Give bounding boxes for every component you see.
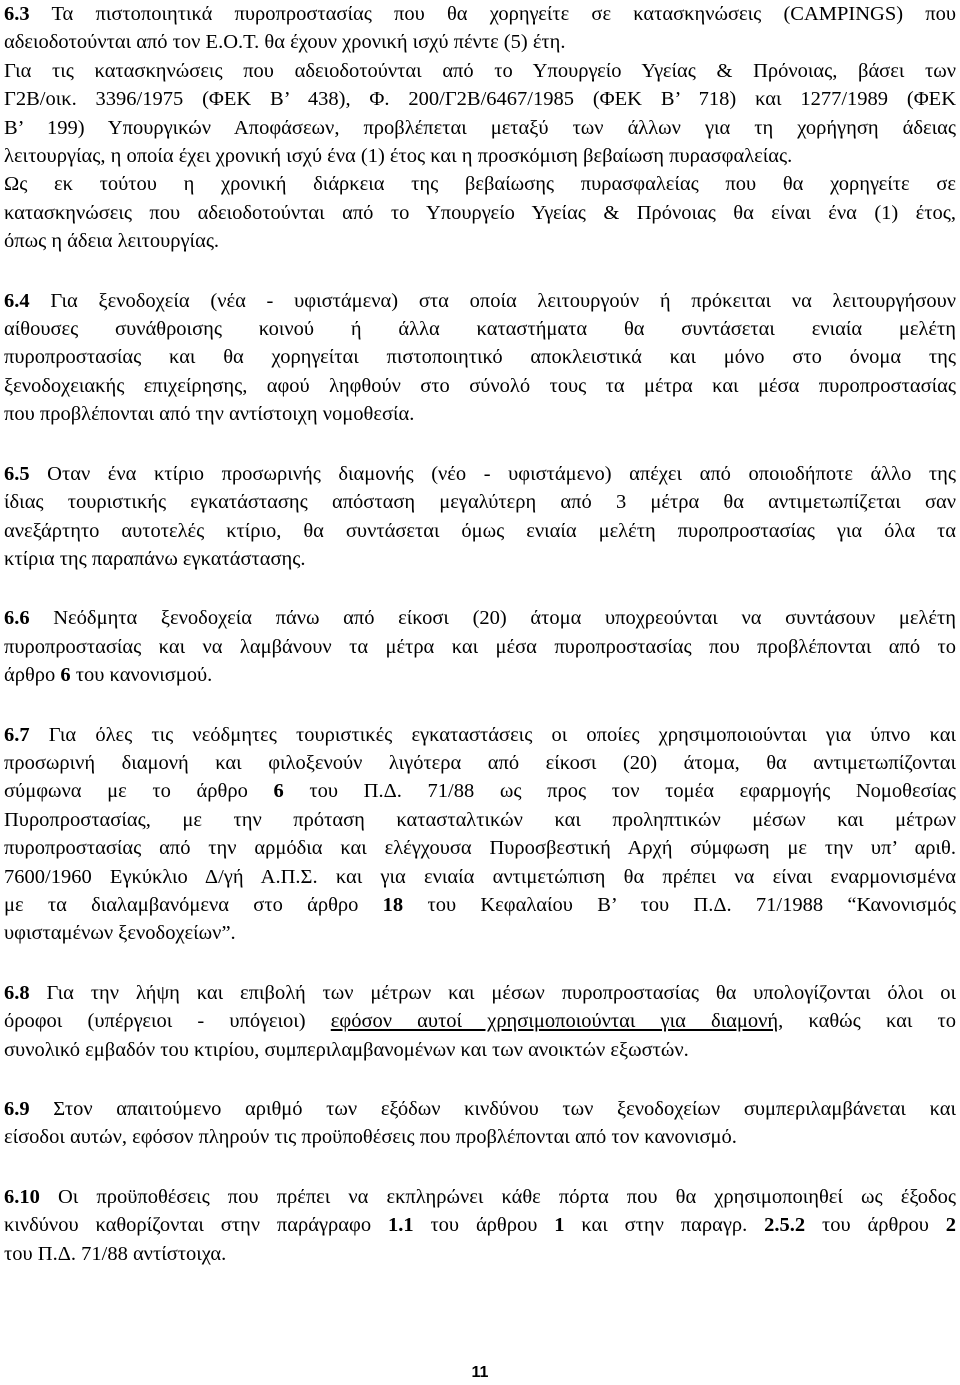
text-line [4,545,956,573]
section-number: 6.10 [4,1185,40,1208]
bold-reference: 6 [273,780,284,803]
paragraph [4,721,956,948]
text-line [4,227,956,255]
bold-reference: 6 [60,664,71,687]
paragraph [4,57,956,171]
section-6-10 [4,1183,956,1268]
text-run: πυροπροστασίας και θα χορηγείται πιστοποιητικό αποκλειστικά και μόνο στο όνομα της [4,346,956,369]
text-line [4,488,956,516]
paragraph [4,979,956,1064]
text-line [4,372,956,400]
text-line [4,142,956,170]
section-number: 6.9 [4,1098,30,1120]
text-line [4,863,956,891]
text-line [4,85,956,113]
text-run: Για την λήψη και επιβολή των μέτρων και μέσων πυροπροστασίας θα υπολογίζονται όλοι οι [29,981,956,1004]
text-run: Τα πιστοποιητικά πυροπροστασίας που θα χορηγείτε σε κατασκηνώσεις (CAMPINGS) που [29,3,956,25]
text-line [4,287,956,315]
text-line [4,1007,956,1035]
section-number: 6.5 [4,462,30,485]
text-run: όροφοι (υπέργειοι - υπόγειοι) [4,1010,331,1033]
text-run: Πυροπροστασίας, με την πρόταση κατασταλτικών και προληπτικών μέσων και μέτρων [4,808,956,831]
text-run: ανεξάρτητο αυτοτελές κτίριο, θα συντάσεται όμως ενιαία μελέτη πυροπροστασίας για όλα τα [4,519,956,542]
text-run: λειτουργίας, η οποία έχει χρονική ισχύ ένα (1) έτος και η προσκόμιση βεβαίωση πυρασφαλείας. [4,145,793,168]
text-line [4,1211,956,1239]
text-line [4,0,956,28]
text-run: σύμφωνα με το άρθρο [4,780,274,803]
bold-reference: 2 [945,1214,957,1237]
text-line [4,721,956,749]
text-run: του Κεφαλαίου Β’ του Π.Δ. 71/1988 “Κανονισμός [403,893,956,916]
text-line [4,749,956,777]
section-6-3 [4,0,956,256]
document-page [4,0,956,1268]
text-run: κτίρια της παραπάνω εγκατάστασης. [4,547,306,570]
text-line [4,315,956,343]
text-run: συνολικό εμβαδόν του κτιρίου, συμπεριλαμβανομένων και των ανοικτών εξωστών. [4,1038,689,1061]
text-run: πυροπροστασίας και να λαμβάνουν τα μέτρα και μέσα πυροπροστασίας που προβλέπονται από το [4,635,956,658]
text-run: Στον απαιτούμενο αριθμό των εξόδων κινδύνου των ξενοδοχείων συμπεριλαμβάνεται και [29,1098,956,1120]
paragraph [4,604,956,689]
text-line [4,343,956,371]
text-run: προσωρινή διαμονή και φιλοξενούν λιγότερα από είκοσι (20) άτομα, θα αντιμετωπίζονται [4,751,956,774]
text-run: ξενοδοχειακής επιχείρησης, αφού ληφθούν στο σύνολό τους τα μέτρα και μέσα πυροπροστασίας [4,374,956,397]
text-run: όπως η άδεια λειτουργίας. [4,230,220,253]
text-line [4,170,956,198]
text-line [4,919,956,947]
text-line [4,661,956,689]
text-line [4,806,956,834]
text-run: του άρθρου [805,1214,946,1237]
text-run: και στην παραγρ. [564,1214,765,1237]
section-6-6 [4,604,956,689]
text-line [4,834,956,862]
section-number: 6.6 [4,607,30,630]
section-6-7 [4,721,956,948]
text-line [4,633,956,661]
text-run: Για όλες τις νεόδμητες τουριστικές εγκαταστάσεις οι οποίες χρησιμοποιούνται για ύπνο και [29,723,956,746]
section-6-5 [4,460,956,574]
text-line [4,604,956,632]
text-run: Οταν ένα κτίριο προσωρινής διαμονής (νέο - υφιστάμενο) απέχει από οποιοδήποτε άλλο της [29,462,956,485]
text-run: του Π.Δ. 71/88 ως προς τον τομέα εφαρμογής Νομοθεσίας [283,780,956,803]
text-run: Νεόδμητα ξενοδοχεία πάνω από είκοσι (20) άτομα υποχρεούνται να συντάσουν μελέτη [29,607,956,630]
text-line [4,777,956,805]
text-line [4,979,956,1007]
paragraph [4,1183,956,1268]
text-line [4,891,956,919]
page-number: 11 [471,1364,489,1381]
text-run: του κανονισμού. [70,664,213,687]
text-line [4,57,956,85]
paragraph [4,170,956,255]
section-6-9 [4,1095,956,1152]
text-run: άρθρο [4,664,61,687]
text-run: του άρθρου [413,1214,555,1237]
bold-reference: 2.5.2 [764,1214,806,1237]
text-run: , καθώς και το [778,1010,957,1033]
section-number: 6.8 [4,981,30,1004]
text-run: Για τις κατασκηνώσεις που αδειοδοτούνται από το Υπουργείο Υγείας & Πρόνοιας, βάσει των [4,59,956,82]
text-line [4,114,956,142]
section-number: 6.4 [4,289,30,312]
text-run: κατασκηνώσεις που αδειοδοτούνται από το Υπουργείο Υγείας & Πρόνοιας θα είναι ένα (1) έτος, [4,201,956,224]
text-line [4,400,956,428]
text-run: υφισταμένων ξενοδοχείων”. [4,922,236,945]
text-line [4,1036,956,1064]
section-number: 6.7 [4,723,30,746]
text-run: με τα διαλαμβανόμενα στο άρθρο [4,893,383,916]
underlined-text: εφόσον αυτοί χρησιμοποιούνται για διαμονή [330,1010,779,1033]
text-line [4,460,956,488]
text-line [4,1095,956,1123]
text-run: Για ξενοδοχεία (νέα - υφιστάμενα) στα οποία λειτουργούν ή πρόκειται να λειτουργήσουν [29,289,956,312]
text-run: αίθουσες συνάθροισης κοινού ή άλλα καταστήματα θα συντάσεται ενιαία μελέτη [4,318,956,341]
text-run: 7600/1960 Εγκύκλιο Δ/γή Α.Π.Σ. και για ενιαία αντιμετώπιση θα πρέπει να είναι εναρμονισμένα [4,865,956,888]
text-line [4,1123,956,1151]
text-run: Οι προϋποθέσεις που πρέπει να εκπληρώνει κάθε πόρτα που θα χρησιμοποιηθεί ως έξοδος [39,1185,956,1208]
text-run: ίδιας τουριστικής εγκατάστασης απόσταση μεγαλύτερη από 3 μέτρα θα αντιμετωπίζεται σαν [4,491,956,514]
section-6-8 [4,979,956,1064]
paragraph [4,1095,956,1152]
text-run: είσοδοι αυτών, εφόσον πληρούν τις προϋποθέσεις που προβλέπονται από τον κανονισμό. [4,1126,737,1149]
bold-reference: 1.1 [387,1214,414,1237]
bold-reference: 1 [554,1214,565,1237]
text-run: Γ2Β/οικ. 3396/1975 (ΦΕΚ Β’ 438), Φ. 200/Γ2Β/6467/1985 (ΦΕΚ Β’ 718) και 1277/1989 (ΦΕΚ [4,88,956,111]
text-line [4,517,956,545]
text-run: Β’ 199) Υπουργικών Αποφάσεων, προβλέπεται μεταξύ των άλλων για τη χορήγηση άδειας [4,116,956,139]
paragraph [4,0,956,57]
text-run: πυροπροστασίας από την αρμόδια και ελέγχουσα Πυροσβεστική Αρχή σύμφωση με την υπ’ αριθ. [4,837,956,860]
paragraph [4,287,956,429]
text-line [4,1183,956,1211]
text-run: που προβλέπονται από την αντίστοιχη νομοθεσία. [4,403,415,426]
text-run: αδειοδοτούνται από τον Ε.Ο.Τ. θα έχουν χρονική ισχύ πέντε (5) έτη. [4,31,566,54]
text-run: του Π.Δ. 71/88 αντίστοιχα. [4,1242,227,1265]
text-line [4,199,956,227]
paragraph [4,460,956,574]
text-line [4,1240,956,1268]
text-line [4,28,956,56]
text-run: κινδύνου καθορίζονται στην παράγραφο [4,1214,388,1237]
section-number: 6.3 [4,3,30,25]
section-6-4 [4,287,956,429]
text-run: Ως εκ τούτου η χρονική διάρκεια της βεβαίωσης πυρασφαλείας που θα χορηγείτε σε [4,173,956,196]
bold-reference: 18 [382,893,404,916]
